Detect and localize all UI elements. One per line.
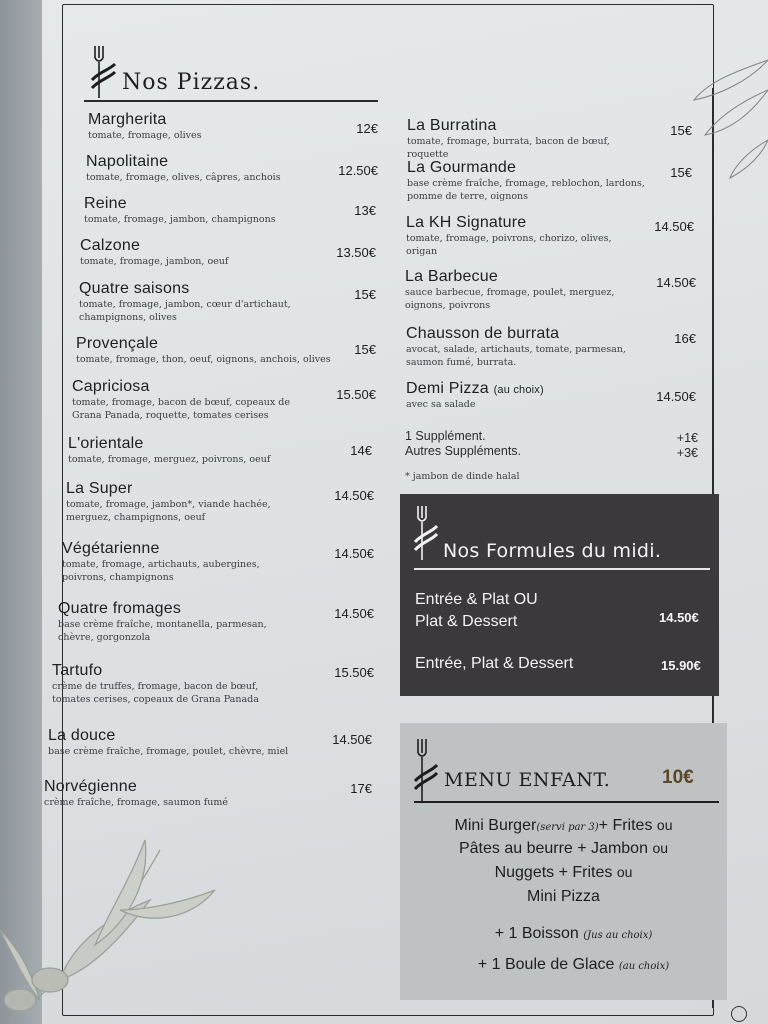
kids-option-text: Mini Burger [454,817,537,834]
pizza-price: 15€ [670,165,692,180]
formule-line: Plat & Dessert [415,613,518,630]
kids-option-line: Mini Pizza [527,888,600,905]
pizza-description: base crème fraîche, fromage, poulet, chèvre, miel [48,746,289,757]
pizza-description: tomate, fromage, thon, oeuf, oignons, anchois, olives [76,354,331,365]
pizza-name: Quatre saisons [79,280,190,297]
pizza-item [79,280,323,324]
pizza-price: 14.50€ [334,606,374,621]
pizza-description: tomate, fromage, bacon de bœuf, copeaux de Grana Panada, roquette, tomates cerises [72,397,290,421]
pizza-name: La KH Signature [406,214,527,231]
pizza-description: tomate, fromage, artichauts, aubergines, poivrons, champignons [62,559,260,583]
pizza-description: tomate, fromage, poivrons, chorizo, olives, origan [406,233,612,257]
supplement-label: 1 Supplément. [405,429,486,443]
pizza-name: Végétarienne [62,540,160,557]
pizza-description: tomate, fromage, burrata, bacon de bœuf, roquette [407,136,610,160]
pizza-description: sauce barbecue, fromage, poulet, merguez, oignons, poivrons [405,287,615,311]
kids-option-text: Pâtes au beurre + Jambon [458,840,648,857]
kids-option-line [400,840,727,858]
pizza-description: avec sa salade [406,399,476,410]
pizza-price: 13.50€ [336,245,376,260]
pizza-price: 15€ [354,287,376,302]
kids-option-line [400,817,727,835]
kids-menu-title: MENU ENFANT. [444,769,611,791]
olive-branch-decoration [0,830,230,1024]
supplement-price: +3€ [676,446,698,460]
pizza-item [405,268,615,312]
pizza-name: La Barbecue [405,268,498,285]
pizza-price: 17€ [350,781,372,796]
kids-menu-underline [414,801,719,803]
pizza-description: avocat, salade, artichauts, tomate, parmesan, saumon fumé, burrata. [406,344,626,368]
halal-badge-icon [731,1006,747,1022]
kids-option-or: ou [616,864,633,880]
pizza-item [52,662,292,706]
pizza-price: 13€ [354,203,376,218]
pizza-item [66,480,296,524]
pizza-item [88,111,328,143]
pizza-item [44,778,304,810]
kids-menu-price: 10€ [662,767,694,788]
pizza-price: 12.50€ [338,163,378,178]
section-title: Nos Pizzas. [122,70,261,95]
pizza-description: base crème fraîche, fromage, reblochon, lardons, pomme de terre, oignons [407,178,645,202]
pizza-item [58,600,294,644]
pizza-item [62,540,292,584]
kids-option-note: (servi par 3) [536,822,599,833]
kids-menu-box [400,723,727,1000]
pizza-price: 14.50€ [332,732,372,747]
pizza-name: Margherita [88,111,167,128]
pizza-name: La Super [66,480,133,497]
fork-knife-icon [412,737,438,805]
pizza-price: 14.50€ [656,389,696,404]
pizza-description: crème de truffes, fromage, bacon de bœuf, tomates cerises, copeaux de Grana Panada [52,681,259,705]
pizza-name: La douce [48,727,116,744]
formules-underline [414,568,710,570]
pizza-item [72,378,306,422]
pizza-description: crème fraîche, fromage, saumon fumé [44,797,228,808]
pizza-price: 15.50€ [334,665,374,680]
pizza-price: 14.50€ [334,546,374,561]
pizza-description: tomate, fromage, merguez, poivrons, oeuf [68,454,271,465]
formule-price: 15.90€ [661,658,701,673]
kids-extra-line [410,956,737,974]
pizza-name: L'orientale [68,435,144,452]
footnote: * jambon de dinde halal [405,471,520,482]
pizza-description: base crème fraîche, montanella, parmesan, chèvre, gorgonzola [58,619,267,643]
pizza-description: tomate, fromage, jambon, champignons [84,214,276,225]
pizza-name: La Gourmande [407,159,517,176]
kids-extra-line [410,925,737,943]
pizza-description: tomate, fromage, olives, câpres, anchois [86,172,281,183]
fork-knife-icon [89,44,117,100]
pizza-name [406,380,636,398]
title-underline [84,100,378,102]
kids-option-line [400,864,727,882]
fork-knife-icon [412,504,438,562]
kids-option-or: ou [656,817,673,833]
pizza-name: La Burratina [407,117,497,134]
kids-extra-text: + 1 Boisson [494,925,579,942]
pizza-description: tomate, fromage, jambon*, viande hachée, merguez, champignons, oeuf [66,499,271,523]
kids-option-text: + Frites [598,817,653,834]
formule-price: 14.50€ [659,610,699,625]
pizza-item [406,325,666,369]
pizza-description: tomate, fromage, jambon, oeuf [80,256,229,267]
pizza-name: Quatre fromages [58,600,182,617]
kids-extra-note: (au choix) [618,961,670,972]
formule-line: Entrée & Plat OU [415,591,538,608]
pizza-item [407,159,647,203]
kids-option-or: ou [652,840,669,856]
pizza-price: 15€ [670,123,692,138]
pizza-item [406,214,636,258]
kids-extra-note: (Jus au choix) [583,930,653,941]
pizza-item [407,117,647,161]
pizza-item [86,153,326,185]
pizza-name: Provençale [76,335,159,352]
pizza-item [76,335,336,367]
pizza-price: 14.50€ [656,275,696,290]
supplement-label: Autres Suppléments. [405,444,522,458]
pizza-price: 14€ [350,443,372,458]
pizza-name-extra: (au choix) [493,384,544,396]
pizza-item [406,380,636,412]
pizza-name: Calzone [80,237,141,254]
pizza-price: 14.50€ [334,488,374,503]
pizza-item [80,237,320,269]
pizza-price: 14.50€ [654,219,694,234]
pizza-name: Capriciosa [72,378,150,395]
formule-line: Entrée, Plat & Dessert [415,655,574,672]
pizza-item [48,727,318,759]
pizza-item [84,195,324,227]
leaf-decoration-top [690,40,768,180]
pizza-item [68,435,308,467]
pizza-price: 15.50€ [336,387,376,402]
formules-title: Nos Formules du midi. [443,540,662,562]
pizza-name-text: Demi Pizza [406,380,489,397]
pizza-name: Chausson de burrata [406,325,560,342]
pizza-name: Norvégienne [44,778,137,795]
pizza-price: 15€ [354,342,376,357]
pizza-description: tomate, fromage, olives [88,130,202,141]
supplement-price: +1€ [676,431,698,445]
pizza-name: Reine [84,195,127,212]
pizza-price: 16€ [674,331,696,346]
formules-box [400,494,719,696]
pizza-name: Napolitaine [86,153,169,170]
kids-extra-text: + 1 Boule de Glace [477,956,615,973]
pizza-description: tomate, fromage, jambon, cœur d'artichaut, champignons, olives [79,299,291,323]
kids-option-text: Nuggets + Frites [494,864,613,881]
pizza-name: Tartufo [52,662,103,679]
pizza-price: 12€ [356,121,378,136]
